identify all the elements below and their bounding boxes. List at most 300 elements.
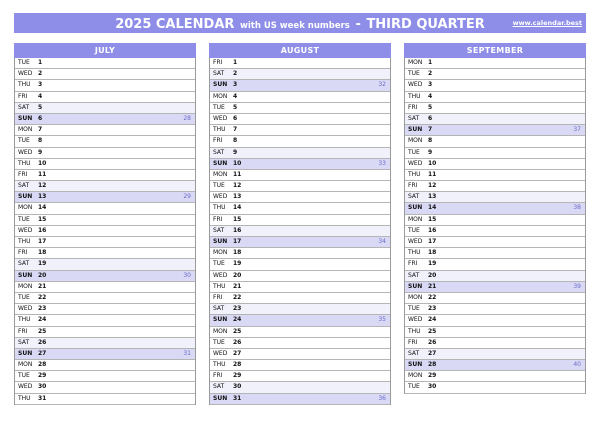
day-number: 10	[233, 159, 242, 167]
day-of-week: SUN	[408, 282, 423, 290]
day-row	[210, 304, 390, 315]
title-bar	[14, 13, 586, 33]
day-of-week: WED	[213, 193, 228, 201]
day-of-week: SAT	[213, 383, 225, 391]
day-row	[15, 349, 195, 360]
month-column-july	[14, 43, 196, 405]
day-of-week: MON	[213, 170, 228, 178]
day-of-week: FRI	[408, 103, 418, 111]
day-row	[210, 203, 390, 214]
day-number: 28	[38, 361, 47, 369]
month-column-august	[209, 43, 391, 405]
day-number: 27	[38, 349, 47, 357]
day-row	[405, 92, 585, 103]
day-number: 11	[233, 170, 242, 178]
day-row	[405, 371, 585, 382]
day-of-week: THU	[408, 327, 421, 335]
day-of-week: WED	[18, 70, 33, 78]
day-number: 10	[38, 159, 47, 167]
day-of-week: MON	[213, 327, 228, 335]
day-number: 2	[233, 70, 238, 78]
day-of-week: FRI	[213, 293, 223, 301]
day-number: 19	[38, 260, 47, 268]
day-number: 20	[428, 271, 437, 279]
week-number: 28	[183, 114, 191, 122]
title-subtitle: with US week numbers	[239, 21, 350, 31]
month-header: AUGUST	[209, 43, 391, 58]
title-quarter: THIRD QUARTER	[366, 17, 485, 32]
day-of-week: MON	[408, 372, 423, 380]
day-number: 26	[38, 338, 47, 346]
day-row	[15, 371, 195, 382]
day-row	[405, 259, 585, 270]
day-of-week: MON	[408, 137, 423, 145]
day-row	[210, 69, 390, 80]
day-row	[405, 315, 585, 326]
day-number: 21	[233, 282, 242, 290]
day-number: 20	[38, 271, 47, 279]
day-of-week: SUN	[213, 316, 228, 324]
day-row	[15, 282, 195, 293]
day-of-week: TUE	[18, 372, 30, 380]
day-row	[210, 170, 390, 181]
month-column-september	[404, 43, 586, 394]
day-number: 16	[233, 226, 242, 234]
day-of-week: FRI	[18, 249, 28, 257]
day-number: 8	[233, 137, 238, 145]
day-row	[15, 159, 195, 170]
day-row	[405, 114, 585, 125]
day-number: 13	[233, 193, 242, 201]
day-number: 5	[38, 103, 43, 111]
day-of-week: WED	[18, 226, 33, 234]
day-row	[405, 338, 585, 349]
day-number: 15	[428, 215, 437, 223]
day-number: 16	[428, 226, 437, 234]
day-row	[15, 248, 195, 259]
day-of-week: FRI	[408, 338, 418, 346]
day-row	[405, 327, 585, 338]
day-of-week: THU	[213, 282, 226, 290]
day-number: 21	[428, 282, 437, 290]
day-of-week: WED	[213, 271, 228, 279]
day-row	[15, 69, 195, 80]
day-number: 4	[38, 92, 43, 100]
day-of-week: WED	[213, 114, 228, 122]
day-number: 16	[38, 226, 47, 234]
day-row	[15, 382, 195, 393]
day-of-week: THU	[213, 126, 226, 134]
day-row	[210, 360, 390, 371]
day-row	[210, 92, 390, 103]
day-of-week: THU	[408, 170, 421, 178]
day-row	[405, 203, 585, 214]
day-of-week: SUN	[213, 81, 228, 89]
day-of-week: SAT	[408, 114, 420, 122]
day-row	[405, 271, 585, 282]
day-of-week: FRI	[213, 215, 223, 223]
day-row	[405, 282, 585, 293]
day-number: 1	[233, 59, 238, 66]
day-of-week: MON	[213, 92, 228, 100]
day-of-week: FRI	[18, 327, 28, 335]
day-number: 24	[38, 316, 47, 324]
day-row	[210, 338, 390, 349]
day-number: 7	[38, 126, 43, 134]
day-number: 29	[428, 372, 437, 380]
day-row	[210, 103, 390, 114]
day-of-week: THU	[18, 316, 31, 324]
day-number: 14	[38, 204, 47, 212]
day-number: 30	[38, 383, 47, 391]
day-row	[210, 248, 390, 259]
day-of-week: TUE	[18, 59, 30, 66]
day-number: 9	[428, 148, 433, 156]
day-number: 5	[233, 103, 238, 111]
day-number: 17	[233, 238, 242, 245]
day-row	[405, 293, 585, 304]
day-row	[15, 271, 195, 282]
day-of-week: SUN	[408, 126, 423, 134]
day-number: 28	[233, 361, 242, 369]
day-row	[210, 226, 390, 237]
day-number: 5	[428, 103, 433, 111]
day-number: 23	[428, 305, 437, 313]
day-of-week: THU	[213, 361, 226, 369]
day-of-week: TUE	[18, 293, 30, 301]
day-of-week: SAT	[213, 226, 225, 234]
day-row	[405, 304, 585, 315]
day-of-week: MON	[18, 204, 33, 212]
day-of-week: TUE	[408, 226, 420, 234]
week-number: 40	[573, 361, 581, 369]
day-row	[210, 159, 390, 170]
day-row	[15, 338, 195, 349]
day-of-week: FRI	[213, 137, 223, 145]
day-row	[405, 80, 585, 91]
day-of-week: SAT	[18, 182, 30, 190]
day-of-week: WED	[18, 148, 33, 156]
day-row	[405, 125, 585, 136]
day-number: 9	[233, 148, 238, 156]
day-row	[210, 125, 390, 136]
day-row	[15, 114, 195, 125]
day-number: 21	[38, 282, 47, 290]
day-of-week: SAT	[213, 70, 225, 78]
day-number: 18	[233, 249, 242, 257]
day-number: 27	[428, 349, 437, 357]
day-number: 24	[233, 316, 242, 324]
day-row	[15, 237, 195, 248]
day-row	[15, 203, 195, 214]
day-number: 30	[428, 383, 437, 391]
day-number: 26	[233, 338, 242, 346]
day-of-week: WED	[408, 316, 423, 324]
day-row	[15, 80, 195, 91]
day-row	[405, 215, 585, 226]
day-of-week: TUE	[408, 305, 420, 313]
day-of-week: TUE	[18, 215, 30, 223]
day-row	[210, 148, 390, 159]
day-number: 10	[428, 159, 437, 167]
day-list	[404, 58, 586, 394]
day-number: 25	[38, 327, 47, 335]
day-number: 18	[38, 249, 47, 257]
day-row	[210, 282, 390, 293]
day-row	[405, 237, 585, 248]
day-of-week: MON	[18, 282, 33, 290]
day-row	[210, 192, 390, 203]
day-number: 23	[233, 305, 242, 313]
day-number: 3	[233, 81, 238, 89]
day-of-week: SUN	[408, 204, 423, 212]
day-of-week: SAT	[213, 305, 225, 313]
day-number: 12	[38, 182, 47, 190]
day-number: 24	[428, 316, 437, 324]
day-number: 27	[233, 349, 242, 357]
day-row	[210, 259, 390, 270]
day-row	[15, 170, 195, 181]
day-of-week: FRI	[18, 92, 28, 100]
day-row	[405, 136, 585, 147]
day-row	[210, 80, 390, 91]
day-of-week: MON	[213, 249, 228, 257]
day-row	[210, 114, 390, 125]
day-number: 12	[428, 182, 437, 190]
day-number: 25	[428, 327, 437, 335]
day-number: 13	[38, 193, 47, 201]
day-number: 13	[428, 193, 437, 201]
day-of-week: TUE	[213, 103, 225, 111]
day-of-week: SUN	[408, 361, 423, 369]
day-number: 26	[428, 338, 437, 346]
day-of-week: THU	[18, 159, 31, 167]
day-row	[405, 192, 585, 203]
day-of-week: WED	[408, 238, 423, 245]
week-number: 39	[573, 282, 581, 290]
day-row	[405, 248, 585, 259]
day-number: 6	[233, 114, 238, 122]
day-row	[210, 293, 390, 304]
day-number: 22	[428, 293, 437, 301]
day-row	[405, 170, 585, 181]
day-number: 18	[428, 249, 437, 257]
day-of-week: SUN	[18, 193, 33, 201]
day-number: 15	[38, 215, 47, 223]
day-of-week: FRI	[213, 59, 223, 66]
day-row	[405, 159, 585, 170]
day-number: 23	[38, 305, 47, 313]
day-row	[15, 181, 195, 192]
day-of-week: SAT	[18, 103, 30, 111]
day-row	[15, 226, 195, 237]
day-of-week: SAT	[408, 193, 420, 201]
day-number: 8	[428, 137, 433, 145]
day-row	[405, 148, 585, 159]
day-of-week: MON	[408, 59, 423, 66]
day-of-week: SUN	[213, 394, 228, 402]
day-of-week: WED	[18, 305, 33, 313]
day-of-week: MON	[18, 126, 33, 134]
day-number: 14	[428, 204, 437, 212]
day-of-week: FRI	[213, 372, 223, 380]
day-of-week: TUE	[408, 70, 420, 78]
day-of-week: SAT	[213, 148, 225, 156]
day-row	[405, 181, 585, 192]
day-row	[15, 58, 195, 69]
week-number: 31	[183, 349, 191, 357]
day-of-week: SAT	[18, 260, 30, 268]
day-number: 29	[233, 372, 242, 380]
page-title	[14, 13, 586, 36]
day-number: 4	[428, 92, 433, 100]
day-of-week: MON	[18, 361, 33, 369]
day-of-week: THU	[408, 249, 421, 257]
day-number: 7	[233, 126, 238, 134]
day-of-week: THU	[18, 238, 31, 245]
day-of-week: SUN	[213, 159, 228, 167]
day-row	[15, 92, 195, 103]
day-number: 30	[233, 383, 242, 391]
day-of-week: SUN	[18, 114, 33, 122]
month-header: SEPTEMBER	[404, 43, 586, 58]
day-row	[210, 382, 390, 393]
month-header: JULY	[14, 43, 196, 58]
day-row	[15, 259, 195, 270]
day-row	[405, 58, 585, 69]
day-number: 14	[233, 204, 242, 212]
day-row	[405, 69, 585, 80]
day-of-week: WED	[408, 81, 423, 89]
day-row	[405, 382, 585, 393]
day-of-week: THU	[213, 204, 226, 212]
day-row	[15, 360, 195, 371]
week-number: 29	[183, 193, 191, 201]
day-row	[210, 271, 390, 282]
day-number: 19	[233, 260, 242, 268]
day-number: 6	[38, 114, 43, 122]
day-list	[209, 58, 391, 405]
day-row	[210, 315, 390, 326]
week-number: 32	[378, 81, 386, 89]
day-row	[210, 237, 390, 248]
day-number: 25	[233, 327, 242, 335]
day-number: 11	[428, 170, 437, 178]
day-number: 19	[428, 260, 437, 268]
day-row	[210, 394, 390, 405]
day-row	[405, 349, 585, 360]
day-row	[15, 304, 195, 315]
day-row	[15, 136, 195, 147]
day-number: 31	[233, 394, 242, 402]
day-of-week: THU	[18, 394, 31, 402]
day-of-week: MON	[408, 293, 423, 301]
day-of-week: FRI	[408, 182, 418, 190]
day-number: 11	[38, 170, 47, 178]
day-number: 6	[428, 114, 433, 122]
day-list	[14, 58, 196, 405]
day-row	[15, 125, 195, 136]
day-row	[15, 192, 195, 203]
day-row	[210, 136, 390, 147]
day-number: 3	[428, 81, 433, 89]
day-row	[15, 215, 195, 226]
day-row	[15, 293, 195, 304]
day-row	[15, 148, 195, 159]
day-number: 9	[38, 148, 43, 156]
day-row	[405, 360, 585, 371]
title-dash: -	[355, 17, 361, 32]
day-of-week: THU	[408, 92, 421, 100]
day-of-week: FRI	[18, 170, 28, 178]
day-of-week: TUE	[18, 137, 30, 145]
day-number: 28	[428, 361, 437, 369]
day-row	[210, 58, 390, 69]
day-of-week: TUE	[408, 383, 420, 391]
day-of-week: SAT	[408, 349, 420, 357]
day-of-week: SUN	[213, 238, 228, 245]
day-number: 2	[38, 70, 43, 78]
day-row	[210, 215, 390, 226]
day-number: 20	[233, 271, 242, 279]
day-of-week: TUE	[213, 182, 225, 190]
day-of-week: SAT	[18, 338, 30, 346]
day-of-week: WED	[408, 159, 423, 167]
day-number: 17	[38, 238, 47, 245]
day-row	[210, 327, 390, 338]
day-of-week: SUN	[18, 271, 33, 279]
day-number: 31	[38, 394, 47, 402]
day-number: 2	[428, 70, 433, 78]
day-number: 7	[428, 126, 433, 134]
day-of-week: TUE	[213, 260, 225, 268]
day-number: 1	[428, 59, 433, 66]
day-of-week: THU	[18, 81, 31, 89]
day-row	[405, 226, 585, 237]
week-number: 33	[378, 159, 386, 167]
day-of-week: FRI	[408, 260, 418, 268]
day-of-week: SAT	[408, 271, 420, 279]
day-of-week: SUN	[18, 349, 33, 357]
day-of-week: TUE	[408, 148, 420, 156]
day-of-week: WED	[18, 383, 33, 391]
day-row	[15, 394, 195, 405]
day-number: 3	[38, 81, 43, 89]
day-row	[210, 181, 390, 192]
day-number: 29	[38, 372, 47, 380]
week-number: 36	[378, 394, 386, 402]
week-number: 35	[378, 316, 386, 324]
day-of-week: TUE	[213, 338, 225, 346]
day-number: 1	[38, 59, 43, 66]
day-row	[15, 315, 195, 326]
week-number: 34	[378, 238, 386, 245]
day-of-week: WED	[213, 349, 228, 357]
week-number: 37	[573, 126, 581, 134]
week-number: 30	[183, 271, 191, 279]
day-of-week: MON	[408, 215, 423, 223]
day-row	[405, 103, 585, 114]
day-number: 12	[233, 182, 242, 190]
day-row	[15, 327, 195, 338]
day-row	[210, 349, 390, 360]
day-number: 8	[38, 137, 43, 145]
title-year: 2025 CALENDAR	[115, 17, 235, 32]
site-link[interactable]: www.calendar.best	[512, 19, 582, 27]
day-number: 22	[233, 293, 242, 301]
week-number: 38	[573, 204, 581, 212]
day-number: 17	[428, 238, 437, 245]
